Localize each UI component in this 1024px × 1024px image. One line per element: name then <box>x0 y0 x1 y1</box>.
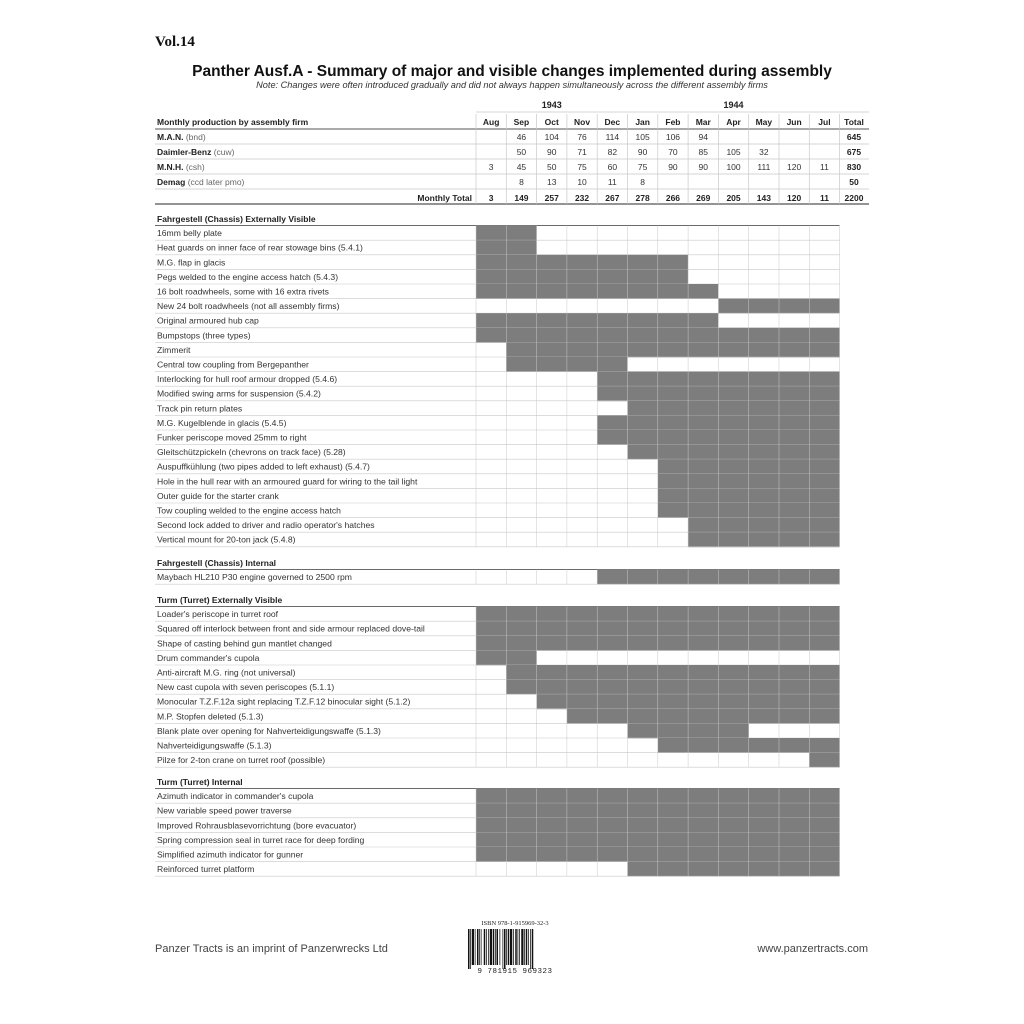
change-label: Spring compression seal in turret race for deep fording <box>157 834 365 845</box>
change-label: Azimuth indicator in commander's cupola <box>157 791 314 802</box>
firm-value: 111 <box>757 162 771 172</box>
change-label: Zimmerit <box>157 344 191 355</box>
monthly-total-value: 205 <box>726 193 741 203</box>
firm-value: 8 <box>519 177 524 187</box>
firm-value: 106 <box>665 132 681 142</box>
change-label: Loader's periscope in turret roof <box>157 609 279 620</box>
timeline-bar <box>476 269 688 284</box>
month-label: Jan <box>635 117 650 127</box>
change-label: Second lock added to driver and radio operator's hatches <box>157 520 375 531</box>
change-label: Anti-aircraft M.G. ring (not universal) <box>157 667 296 678</box>
change-label: Heat guards on inner face of rear stowage bins (5.4.1) <box>157 242 363 253</box>
change-label: Pilze for 2-ton crane on turret roof (possible) <box>157 755 326 766</box>
firm-value: 90 <box>698 162 708 172</box>
timeline-bar <box>506 342 839 357</box>
firm-value: 90 <box>668 162 678 172</box>
monthly-total-value: 143 <box>756 193 771 203</box>
firm-value: 50 <box>516 147 527 157</box>
monthly-total-value: 267 <box>605 193 620 203</box>
change-label: M.P. Stopfen deleted (5.1.3) <box>157 711 264 722</box>
firm-value: 94 <box>698 132 708 142</box>
change-label: Nahverteidigungswaffe (5.1.3) <box>157 740 272 751</box>
change-label: Blank plate over opening for Nahverteidigungswaffe (5.1.3) <box>157 725 381 736</box>
firm-value: 105 <box>726 147 741 157</box>
firm-value: 90 <box>547 147 557 157</box>
change-label: Simplified azimuth indicator for gunner <box>157 849 304 860</box>
firm-value: 85 <box>698 147 708 157</box>
change-label: New cast cupola with seven periscopes (5.1.1) <box>157 682 335 693</box>
firm-label: M.A.N. (bnd) <box>157 132 206 142</box>
change-label: Central tow coupling from Bergepanther <box>157 359 309 370</box>
monthly-total-value: 120 <box>787 193 802 203</box>
production-header: Monthly production by assembly firm <box>157 117 309 127</box>
month-label: Oct <box>544 117 559 127</box>
timeline-bar <box>688 518 840 533</box>
firm-total: 830 <box>846 162 862 172</box>
firm-value: 71 <box>577 147 587 157</box>
timeline-bar <box>628 862 840 877</box>
firm-value: 32 <box>759 147 769 157</box>
firm-value: 100 <box>726 162 741 172</box>
timeline-bar <box>809 753 839 768</box>
section-title: Turm (Turret) Internal <box>157 777 243 787</box>
firm-value: 46 <box>516 132 527 142</box>
firm-value: 75 <box>637 162 648 172</box>
monthly-total-value: 269 <box>696 193 711 203</box>
month-label: Apr <box>726 117 741 127</box>
change-label: Auspuffkühlung (two pipes added to left exhaust) (5.4.7) <box>157 461 370 472</box>
timeline-bar <box>476 255 688 270</box>
firm-value: 45 <box>516 162 527 172</box>
change-label: Tow coupling welded to the engine access hatch <box>157 505 341 516</box>
firm-value: 13 <box>547 177 557 187</box>
barcode-icon <box>465 929 565 969</box>
volume-label: Vol.14 <box>155 34 195 50</box>
total-header: Total <box>844 117 864 127</box>
imprint-text: Panzer Tracts is an imprint of Panzerwrecks Ltd <box>155 943 388 955</box>
firm-label: Demag (ccd later pmo) <box>157 177 245 187</box>
timeline-bar <box>688 532 840 547</box>
month-label: Nov <box>574 117 591 127</box>
firm-label: M.N.H. (csh) <box>157 162 205 172</box>
firm-value: 75 <box>577 162 587 172</box>
firm-total: 675 <box>846 147 862 157</box>
firm-value: 90 <box>637 147 648 157</box>
month-label: Mar <box>695 117 711 127</box>
change-label: Improved Rohrausblasevorrichtung (bore evacuator) <box>157 820 357 831</box>
change-label: M.G. Kugelblende in glacis (5.4.5) <box>157 417 287 428</box>
change-label: Reinforced turret platform <box>157 864 255 875</box>
firm-value: 3 <box>488 162 494 172</box>
monthly-total-value: 278 <box>635 193 650 203</box>
change-label: Modified swing arms for suspension (5.4.2) <box>157 388 321 399</box>
change-label: 16 bolt roadwheels, some with 16 extra rivets <box>157 286 329 297</box>
firm-value: 82 <box>607 147 618 157</box>
change-label: Hole in the hull rear with an armoured guard for wiring to the tail light <box>157 476 418 487</box>
change-label: Gleitschützpickeln (chevrons on track face) (5.28) <box>157 447 346 458</box>
firm-value: 70 <box>668 147 678 157</box>
firm-value: 8 <box>640 177 646 187</box>
isbn-digits: 9 781915 969323 <box>477 968 553 976</box>
change-label: M.G. flap in glacis <box>157 257 226 268</box>
firm-value: 120 <box>787 162 802 172</box>
firm-total: 645 <box>846 132 862 142</box>
grand-total: 2200 <box>844 193 864 203</box>
website-link[interactable]: www.panzertracts.com <box>757 943 868 955</box>
firm-value: 50 <box>547 162 557 172</box>
year-label: 1944 <box>723 100 744 110</box>
change-label: Outer guide for the starter crank <box>157 490 279 501</box>
change-label: New 24 bolt roadwheels (not all assembly firms) <box>157 301 340 312</box>
isbn-barcode <box>465 920 565 982</box>
change-label: Pegs welded to the engine access hatch (5.4.3) <box>157 271 339 282</box>
monthly-total-value: 11 <box>819 193 829 203</box>
month-label: Feb <box>665 117 681 127</box>
firm-value: 10 <box>577 177 587 187</box>
page-note: Note: Changes were often introduced gradually and did not always happen simultaneously across the different assembly firms <box>256 80 768 90</box>
change-label: Vertical mount for 20-ton jack (5.4.8) <box>157 534 296 545</box>
month-label: Aug <box>482 117 500 127</box>
timeline-bar <box>628 401 840 416</box>
change-label: Shape of casting behind gun mantlet changed <box>157 638 332 649</box>
firm-total: 50 <box>849 177 859 187</box>
timeline-bar <box>628 445 840 460</box>
monthly-total-value: 3 <box>488 193 494 203</box>
timeline-bar <box>506 665 839 680</box>
change-label: Maybach HL210 P30 engine governed to 2500 rpm <box>157 572 352 583</box>
month-label: Dec <box>604 117 621 127</box>
monthly-total-label: Monthly Total <box>417 193 472 203</box>
section-title: Fahrgestell (Chassis) Externally Visible <box>157 214 316 224</box>
firm-value: 60 <box>607 162 618 172</box>
change-label: New variable speed power traverse <box>157 805 292 816</box>
change-label: Drum commander's cupola <box>157 652 260 663</box>
monthly-total-value: 257 <box>544 193 559 203</box>
firm-value: 76 <box>577 132 587 142</box>
month-label: May <box>755 117 773 127</box>
section-title: Turm (Turret) Externally Visible <box>157 595 283 605</box>
firm-value: 11 <box>820 162 829 172</box>
monthly-total-value: 232 <box>574 193 590 203</box>
month-label: Jun <box>786 117 802 127</box>
change-label: Interlocking for hull roof armour dropped (5.4.6) <box>157 374 338 385</box>
monthly-total-value: 149 <box>514 193 529 203</box>
firm-value: 104 <box>544 132 559 142</box>
month-label: Jul <box>818 117 831 127</box>
change-label: Funker periscope moved 25mm to right <box>157 432 307 443</box>
change-label: Original armoured hub cap <box>157 315 259 326</box>
change-label: 16mm belly plate <box>157 228 222 239</box>
month-label: Sep <box>513 117 530 127</box>
year-label: 1943 <box>541 100 562 110</box>
firm-value: 11 <box>607 177 617 187</box>
change-label: Squared off interlock between front and side armour replaced dove-tail <box>157 623 425 634</box>
isbn-label: ISBN 978-1-915969-32-3 <box>481 920 549 927</box>
firm-value: 105 <box>635 132 650 142</box>
timeline-bar <box>506 680 839 695</box>
timeline-bar <box>567 709 840 724</box>
section-title: Fahrgestell (Chassis) Internal <box>157 558 277 568</box>
firm-value: 114 <box>605 132 620 142</box>
firm-label: Daimler-Benz (cuw) <box>157 147 235 157</box>
monthly-total-value: 266 <box>665 193 681 203</box>
change-label: Bumpstops (three types) <box>157 330 251 341</box>
page-title: Panther Ausf.A - Summary of major and visible changes implemented during assembly <box>192 63 832 80</box>
change-label: Track pin return plates <box>157 403 243 414</box>
change-label: Monocular T.Z.F.12a sight replacing T.Z.F.12 binocular sight (5.1.2) <box>157 696 411 707</box>
